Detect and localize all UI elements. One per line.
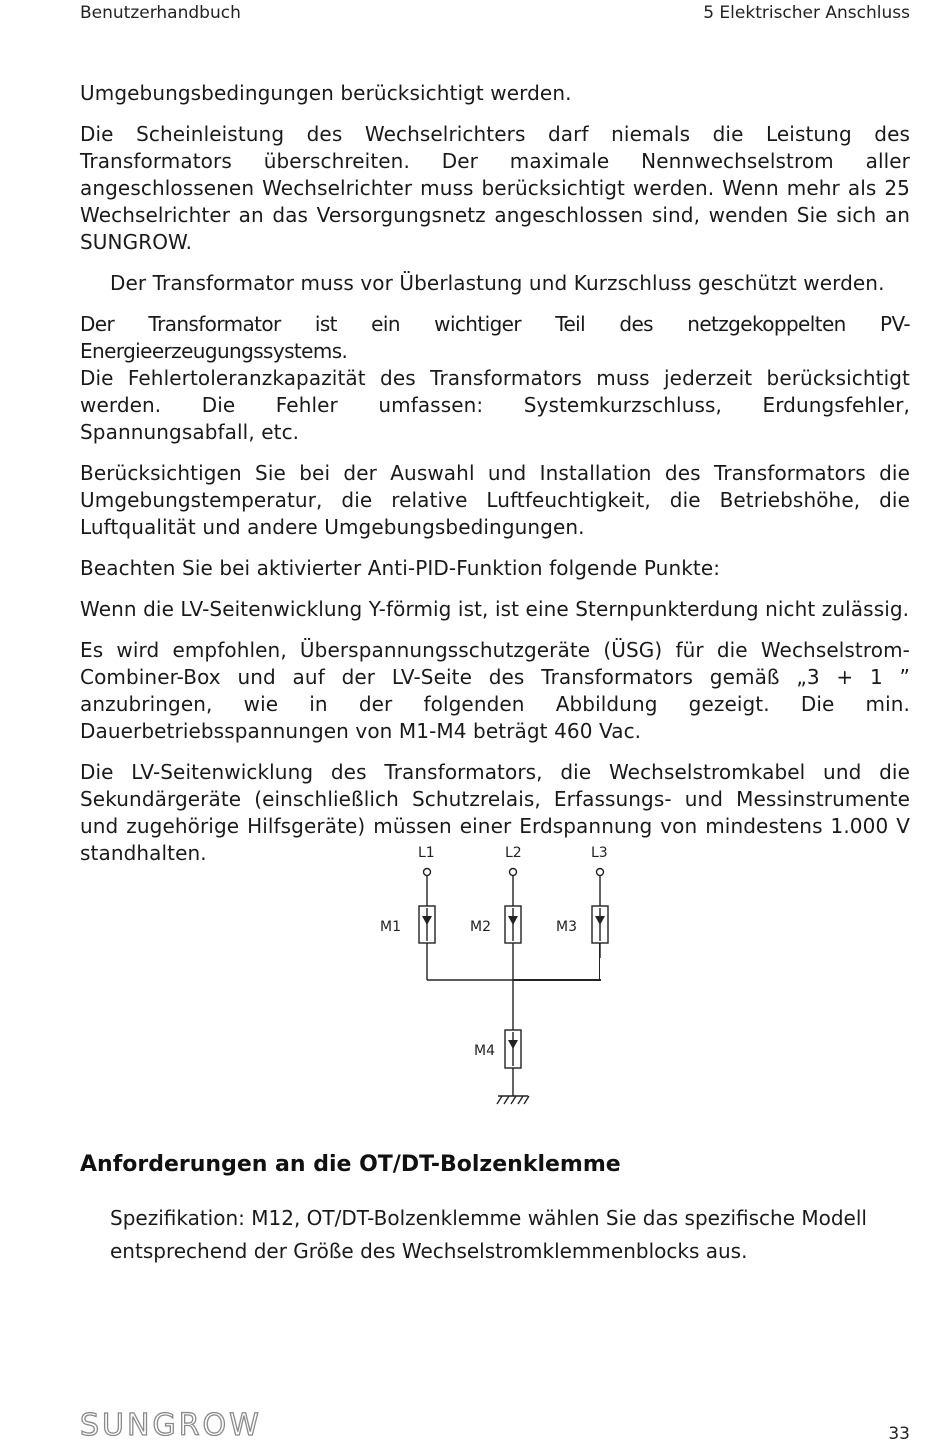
paragraph: Der Transformator ist ein wichtiger Teil des netzgekoppelten PV-Energieerzeugungssystems. [80, 312, 910, 363]
paragraph: Beachten Sie bei aktivierter Anti-PID-Funktion folgende Punkte: [80, 556, 721, 580]
arrester-m1-icon [419, 906, 435, 943]
arrester-label-m4: M4 [474, 1043, 495, 1059]
arrester-label-m1: M1 [380, 919, 401, 935]
bus-connector [513, 979, 601, 981]
body-text [80, 80, 910, 881]
paragraph-note: Der Transformator muss vor Überlastung und Kurzschluss geschützt werden. [110, 271, 885, 295]
terminal-l3 [597, 869, 604, 876]
arrester-label-m3: M3 [556, 919, 577, 935]
terminal-l1 [424, 869, 431, 876]
surge-protection-diagram-branch-l3 [550, 838, 630, 958]
terminal-l2 [510, 869, 517, 876]
phase-label-l1: L1 [418, 845, 435, 861]
spec-paragraph: Spezifikation: M12, OT/DT-Bolzenklemme wählen Sie das spezifische Modell entsprechend der Größe des Wechselstromklemmenblocks aus. [110, 1206, 867, 1263]
phase-label-l2: L2 [505, 845, 522, 861]
paragraph: Die Scheinleistung des Wechselrichters darf niemals die Leistung des Transformators überschreiten. Der maximale Nennwechselstrom aller angeschlossenen Wechselrichter muss berücksichtigt werden. Wenn mehr als 25 Wechselrichter an das Versorgungsnetz angeschlossen sind, wenden Sie sich an SUNGROW. [80, 122, 910, 254]
arrester-m2-icon [505, 906, 521, 943]
paragraph: Umgebungsbedingungen berücksichtigt werden. [80, 81, 572, 105]
page-number: 33 [888, 1424, 910, 1444]
header-doc-title: Benutzerhandbuch [80, 3, 241, 23]
header-chapter-title: 5 Elektrischer Anschluss [703, 3, 910, 23]
bus-drop-m3 [599, 943, 600, 980]
paragraph: Es wird empfohlen, Überspannungsschutzgeräte (ÜSG) für die Wechselstrom-Combiner-Box und auf der LV-Seite des Transformators gemäß „3 + 1 ” anzubringen, wie in der folgenden Abbildung gezeigt. Die min. Dauerbetriebsspannungen von M1-M4 beträgt 460 Vac. [80, 638, 910, 743]
sungrow-logo: SUNGROW [80, 1408, 262, 1443]
ground-icon [497, 1096, 529, 1104]
arrester-m4-icon [505, 1030, 521, 1068]
arrester-m3-icon [592, 906, 608, 943]
paragraph: Berücksichtigen Sie bei der Auswahl und Installation des Transformators die Umgebungstemperatur, die relative Luftfeuchtigkeit, die Betriebshöhe, die Luftqualität und andere Umgebungsbedingungen. [80, 461, 910, 539]
surge-protection-diagram [370, 838, 550, 1118]
paragraph: Die LV-Seitenwicklung des Transformators, die Wechselstromkabel und die Sekundärgeräte (einschließlich Schutzrelais, Erfassungs- und Messinstrumente und zugehörige Hilfsgeräte) müssen einer Erdspannung von mindestens 1.000 V standhalten. [80, 760, 910, 865]
phase-label-l3-text: L3 [591, 845, 608, 861]
section-heading: Anforderungen an die OT/DT-Bolzenklemme [80, 1152, 621, 1177]
paragraph: Die Fehlertoleranzkapazität des Transformators muss jederzeit berücksichtigt werden. Die Fehler umfassen: Systemkurzschluss, Erdungsfehler, Spannungsabfall, etc. [80, 366, 910, 444]
paragraph: Wenn die LV-Seitenwicklung Y-förmig ist, ist eine Sternpunkterdung nicht zulässig. [80, 597, 910, 621]
diagram-svg [370, 838, 550, 1118]
arrester-label-m2: M2 [470, 919, 491, 935]
